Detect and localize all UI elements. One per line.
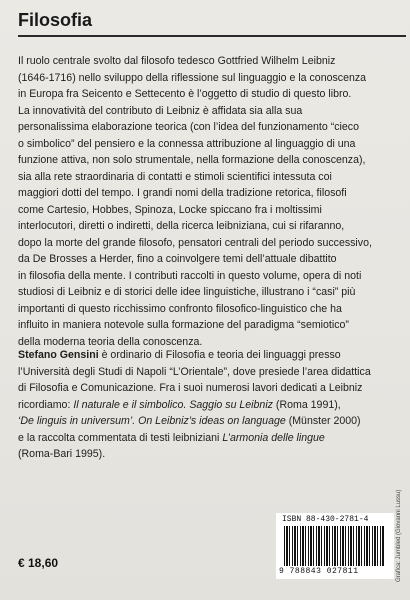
description-line: studiosi di Leibniz e di storici delle idee linguistiche, illustrano i “casi” più — [18, 286, 356, 298]
book-title: L’armonia delle lingue — [222, 431, 325, 444]
book-title: Il naturale e il simbolico. Saggio su Leibniz — [73, 398, 273, 411]
description-line: come Cartesio, Hobbes, Spinoza, Locke spiccano fra i moltissimi — [18, 203, 322, 216]
bio-line: ricordiamo: Il naturale e il simbolico. Saggio su Leibniz (Roma 1991), — [18, 398, 341, 411]
isbn-text: ISBN 88-430-2781-4 — [282, 515, 369, 524]
description-line: Il ruolo centrale svolto dal filosofo tedesco Gottfried Wilhelm Leibniz — [18, 55, 336, 67]
description-line: funzione attiva, non solo strumentale, nella formazione della conoscenza), — [18, 154, 366, 166]
description-line: in Europa fra Seicento e Settecento è l’oggetto di studio di questo libro. — [18, 88, 352, 100]
bio-line: l’Università degli Studi di Napoli “L’Orientale”, dove presiede l’area didattica — [18, 365, 371, 378]
bio-line: Stefano Gensini è ordinario di Filosofia e teoria dei linguaggi presso — [18, 349, 341, 361]
bio-line: (Roma-Bari 1995). — [18, 448, 106, 460]
ean-number: 9 788843 027811 — [279, 567, 359, 576]
barcode-bars — [284, 526, 384, 566]
description-line: personalissima elaborazione teorica (con l’idea del funzionamento “cieco — [18, 121, 359, 133]
description-line: sia alla rete straordinaria di contatti e stimoli scientifici intessuta coi — [18, 170, 332, 183]
description-text — [18, 53, 398, 350]
description-line: o simbolico” del pensiero e la connessa attribuzione al linguaggio di una — [18, 137, 356, 150]
book-title: ‘De linguis in universum’. On Leibniz’s ideas on language — [18, 415, 286, 427]
description-line: maggiori dotti del tempo. I grandi nomi della tradizione retorica, filosofi — [18, 187, 347, 199]
author-name: Stefano Gensini — [18, 349, 99, 361]
description-line: (1646-1716) nello sviluppo della riflessione sul linguaggio e la conoscenza — [18, 71, 367, 84]
description-line: da De Brosses a Herder, fino a coinvolgere temi dell’attuale dibattito — [18, 253, 337, 265]
description-line: interlocutori, diretti o indiretti, della ricerca leibniziana, cui si rifaranno, — [18, 220, 345, 232]
description-line: La innovatività del contributo di Leibniz è affidata sia alla sua — [18, 104, 303, 117]
bio-line: e la raccolta commentata di testi leibniziani L’armonia delle lingue — [18, 431, 325, 444]
price-label: € 18,60 — [18, 556, 59, 570]
header-rule — [18, 35, 406, 37]
barcode-label — [276, 513, 394, 579]
description-line: della moderna teoria della conoscenza. — [18, 335, 203, 348]
description-line: dopo la morte del grande filosofo, pensatori centrali del periodo successivo, — [18, 236, 372, 249]
description-line: importanti di questo ricchissimo confronto filosofico-linguistico che ha — [18, 302, 342, 315]
author-bio — [18, 347, 398, 463]
series-title: Filosofia — [18, 10, 93, 30]
description-line: influito in maniera notevole sulla formazione del paradigma “semiotico” — [18, 319, 349, 331]
design-credit: Grafica: Jumbled (Giovanni Lussu) — [396, 489, 402, 582]
bio-line: di Filosofia e Comunicazione. Fra i suoi numerosi lavori dedicati a Leibniz — [18, 382, 363, 394]
description-line: in filosofia della mente. I contributi raccolti in questo volume, opera di noti — [18, 269, 362, 282]
bio-line: ‘De linguis in universum’. On Leibniz’s ideas on language (Münster 2000) — [18, 415, 361, 427]
